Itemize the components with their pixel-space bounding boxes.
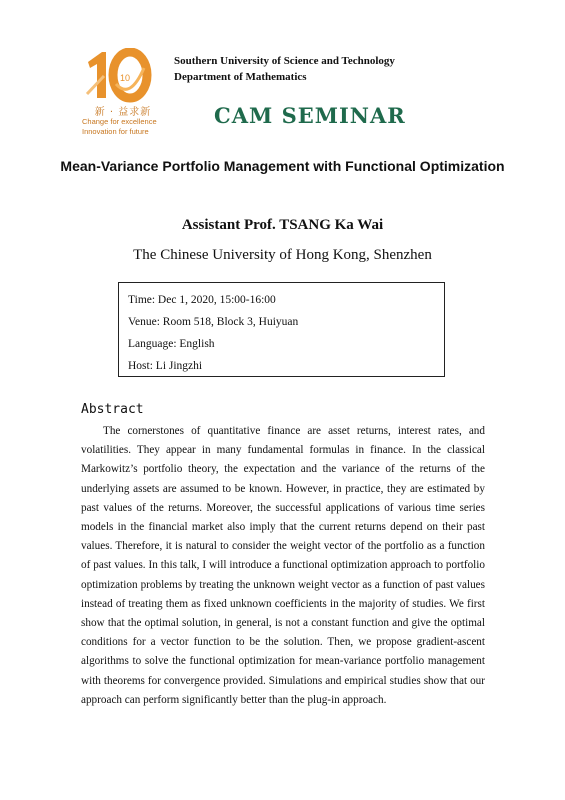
logo-english-slogan <box>82 117 162 137</box>
institution-header <box>174 53 395 85</box>
abstract-text: The cornerstones of quantitative finance are asset returns, interest rates, and volatilities. They appear in many fundamental formulas in finance. In the classical Markowitz’s portfolio theory, the expectation and the variance of the returns of the underlying assets are assumed to be known. However, in practice, they are estimated by past values of the returns. Moreover, the successful applications of various time series models in the financial market also imply that the current returns depend on their past values. Therefore, it is natural to consider the weight vector of the portfolio as a function of past values. In this talk, I will introduce a functional optimization approach to portfolio optimization problems by treating the unknown weight vector as a function of past values instead of treating them as fixed unknown coefficients in the majority of studies. We first show that the optimal solution, in general, is not a constant function and give the optimal conditions for a vector function to be the solution. Then, we propose gradient-ascent algorithms to solve the functional optimization for mean-variance portfolio management with theorems for convergence provided. Simulations and empirical studies show that our approach can perform significantly better than the plug-in approach. <box>81 425 485 706</box>
speaker-affiliation: The Chinese University of Hong Kong, Shenzhen <box>133 247 432 263</box>
seminar-title: CAM SEMINAR <box>214 103 406 128</box>
event-info-box <box>118 282 445 377</box>
abstract-heading: Abstract <box>81 402 144 417</box>
university-name: Southern University of Science and Technology <box>174 55 395 67</box>
talk-title: Mean-Variance Portfolio Management with Functional Optimization <box>60 158 505 174</box>
logo-chinese-slogan: 新 · 益求新 <box>94 107 152 118</box>
logo-slogan-line-1: Change for excellence <box>82 117 157 126</box>
speaker-name: Assistant Prof. TSANG Ka Wai <box>181 217 384 233</box>
department-name: Department of Mathematics <box>174 71 307 83</box>
svg-text:10: 10 <box>120 73 131 83</box>
event-host: Host: Li Jingzhi <box>128 360 203 372</box>
anniversary-logo <box>82 48 160 140</box>
event-language: Language: English <box>128 338 215 350</box>
event-venue: Venue: Room 518, Block 3, Huiyuan <box>128 316 299 328</box>
event-time: Time: Dec 1, 2020, 15:00-16:00 <box>128 294 276 306</box>
logo-slogan-line-2: Innovation for future <box>82 127 149 136</box>
ten-logo-icon <box>82 48 160 104</box>
